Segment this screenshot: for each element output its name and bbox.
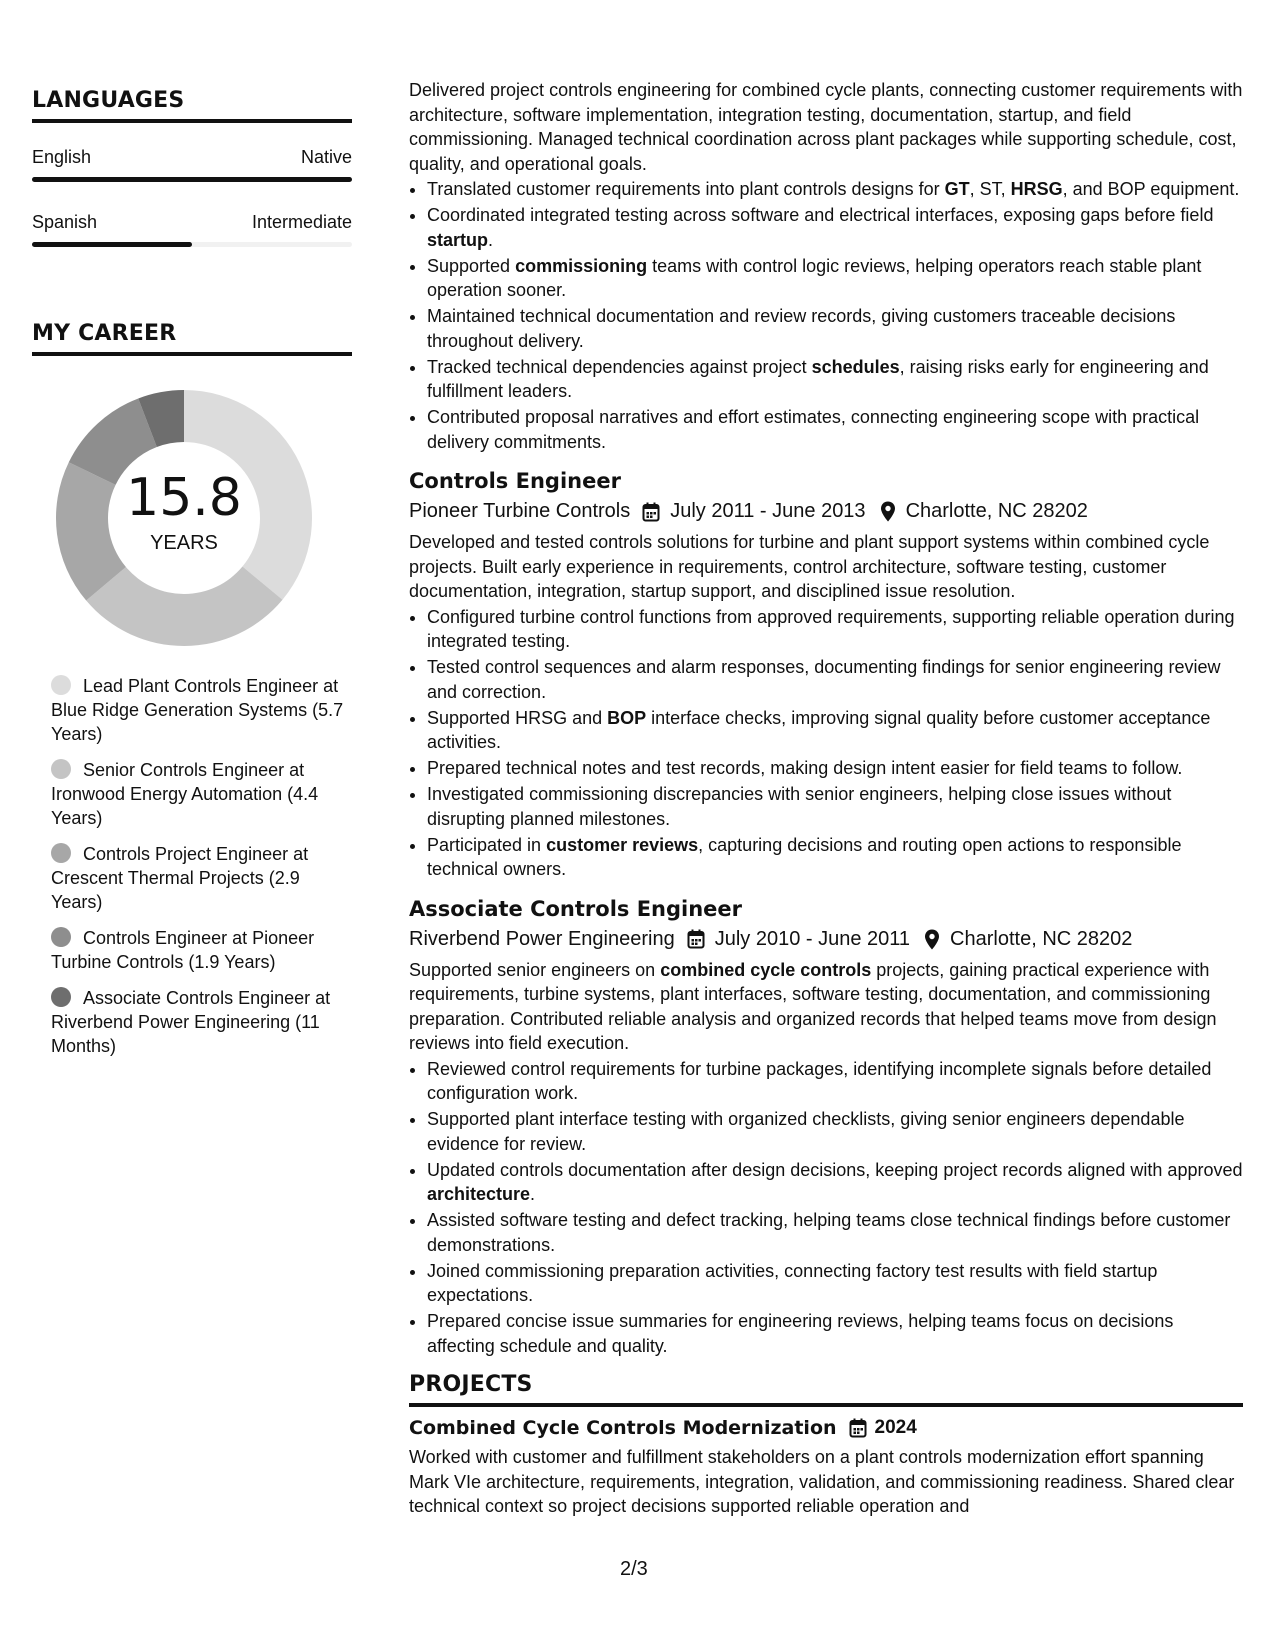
language-level: Native (300, 147, 352, 167)
bullet-item: • Tracked technical dependencies against project schedules, raising risks early for engineering and fulfillment leaders. (427, 355, 1243, 404)
job-title: Associate Controls Engineer (409, 896, 743, 921)
career-legend (32, 674, 352, 1058)
career-total-unit: YEARS (150, 532, 218, 554)
language-row (32, 212, 352, 233)
projects-heading: PROJECTS (409, 1372, 1243, 1407)
project-header (409, 1417, 1243, 1439)
bullet-item: • Supported HRSG and BOP interface checks, improving signal quality before customer acceptance activities. (427, 706, 1243, 755)
legend-swatch (51, 843, 71, 863)
job-location: Charlotte, NC 28202 (905, 500, 1088, 522)
page-number: 2/3 (620, 1558, 648, 1580)
bullet-item: • Contributed proposal narratives and effort estimates, connecting engineering scope with practical delivery commitments. (427, 405, 1243, 454)
calendar-icon (687, 929, 705, 949)
donut-center (54, 388, 314, 648)
legend-item (51, 986, 352, 1058)
bullet-item: • Prepared technical notes and test records, making design intent easier for field teams to follow. (427, 756, 1243, 781)
language-name: English (32, 147, 92, 167)
map-pin-icon (924, 929, 940, 950)
job-bullets (409, 177, 1243, 454)
job-dates: July 2011 - June 2013 (670, 500, 866, 522)
legend-label: Senior Controls Engineer at Ironwood Energy Automation (4.4 Years) (51, 760, 319, 828)
bullet-item: • Investigated commissioning discrepancies with senior engineers, helping close issues without disrupting planned milestones. (427, 782, 1243, 831)
main-content (409, 78, 1243, 1519)
job-title: Controls Engineer (409, 469, 621, 493)
legend-item (51, 842, 352, 914)
languages-heading: LANGUAGES (32, 88, 352, 123)
calendar-icon (849, 1418, 867, 1438)
job-meta (409, 928, 1243, 951)
project-year: 2024 (874, 1417, 917, 1438)
legend-item (51, 674, 352, 746)
job-location: Charlotte, NC 28202 (950, 927, 1133, 950)
legend-label: Controls Project Engineer at Crescent Thermal Projects (2.9 Years) (51, 844, 309, 912)
bullet-item: • Reviewed control requirements for turbine packages, identifying incomplete signals before detailed configuration work. (427, 1057, 1243, 1106)
legend-label: Associate Controls Engineer at Riverbend Power Engineering (11 Months) (51, 988, 331, 1056)
calendar-icon (642, 502, 660, 522)
legend-swatch (51, 927, 71, 947)
language-row (32, 147, 352, 168)
bullet-item: • Maintained technical documentation and review records, giving customers traceable decisions throughout delivery. (427, 304, 1243, 353)
bullet-item: • Tested control sequences and alarm responses, documenting findings for senior engineering review and correction. (427, 655, 1243, 704)
legend-label: Controls Engineer at Pioneer Turbine Controls (1.9 Years) (51, 928, 315, 972)
language-proficiency-fill (32, 242, 192, 247)
job-dates: July 2010 - June 2011 (714, 927, 911, 950)
legend-swatch (51, 675, 71, 695)
legend-swatch (51, 987, 71, 1007)
sidebar (32, 88, 352, 1070)
job-company: Riverbend Power Engineering (409, 927, 675, 950)
language-level: Intermediate (251, 212, 352, 232)
legend-label: Lead Plant Controls Engineer at Blue Ridge Generation Systems (5.7 Years) (51, 676, 344, 744)
language-name: Spanish (32, 212, 98, 232)
legend-swatch (51, 759, 71, 779)
language-proficiency-bar (32, 177, 352, 182)
career-total-value: 15.8 (126, 468, 242, 528)
legend-item (51, 926, 352, 974)
job-summary: Supported senior engineers on combined cycle controls projects, gaining practical experience with requirements, turbine systems, plant interfaces, software testing, documentation, and commissioning preparation. Contributed reliable analysis and organized records that helped teams move from design reviews into field execution. (409, 959, 1217, 1053)
map-pin-icon (880, 501, 896, 522)
bullet-item: • Supported plant interface testing with organized checklists, giving senior engineers dependable evidence for review. (427, 1107, 1243, 1156)
career-heading: MY CAREER (32, 321, 352, 356)
bullet-item: • Translated customer requirements into plant controls designs for GT, ST, HRSG, and BOP equipment. (427, 177, 1243, 202)
career-donut-chart (54, 388, 314, 648)
bullet-item: • Supported commissioning teams with control logic reviews, helping operators reach stable plant operation sooner. (427, 254, 1243, 303)
bullet-item: • Coordinated integrated testing across software and electrical interfaces, exposing gaps before field startup. (427, 203, 1243, 252)
job-meta (409, 500, 1243, 523)
job-bullets (409, 605, 1243, 882)
bullet-item: • Assisted software testing and defect tracking, helping teams close technical findings before customer demonstrations. (427, 1208, 1243, 1257)
project-name: Combined Cycle Controls Modernization (409, 1417, 837, 1439)
bullet-item: • Configured turbine control functions from approved requirements, supporting reliable operation during integrated testing. (427, 605, 1243, 654)
bullet-item: • Joined commissioning preparation activities, connecting factory test results with field startup expectations. (427, 1259, 1243, 1308)
job-summary: Delivered project controls engineering for combined cycle plants, connecting customer requirements with architecture, software implementation, integration testing, documentation, startup, and field commissioning. Managed technical coordination across plant packages while supporting schedule, cost, quality, and operational goals. (409, 80, 1243, 174)
job-company: Pioneer Turbine Controls (409, 500, 631, 522)
language-proficiency-bar (32, 242, 352, 247)
job-summary: Developed and tested controls solutions for turbine and plant support systems within combined cycle projects. Built early experience in requirements, control architecture, software testing, customer documentation, integration, startup support, and disciplined issue resolution. (409, 532, 1210, 601)
bullet-item: • Updated controls documentation after design decisions, keeping project records aligned with approved architecture. (427, 1158, 1243, 1207)
legend-item (51, 758, 352, 830)
language-proficiency-fill (32, 177, 352, 182)
bullet-item: • Participated in customer reviews, capturing decisions and routing open actions to responsible technical owners. (427, 833, 1243, 882)
job-bullets (409, 1057, 1243, 1359)
project-summary: Worked with customer and fulfillment stakeholders on a plant controls modernization effort spanning Mark VIe architecture, requirements, integration, validation, and commissioning readiness. Shared clear technical context so project decisions supported reliable operation and (409, 1447, 1235, 1516)
bullet-item: • Prepared concise issue summaries for engineering reviews, helping teams focus on decisions affecting schedule and quality. (427, 1309, 1243, 1358)
